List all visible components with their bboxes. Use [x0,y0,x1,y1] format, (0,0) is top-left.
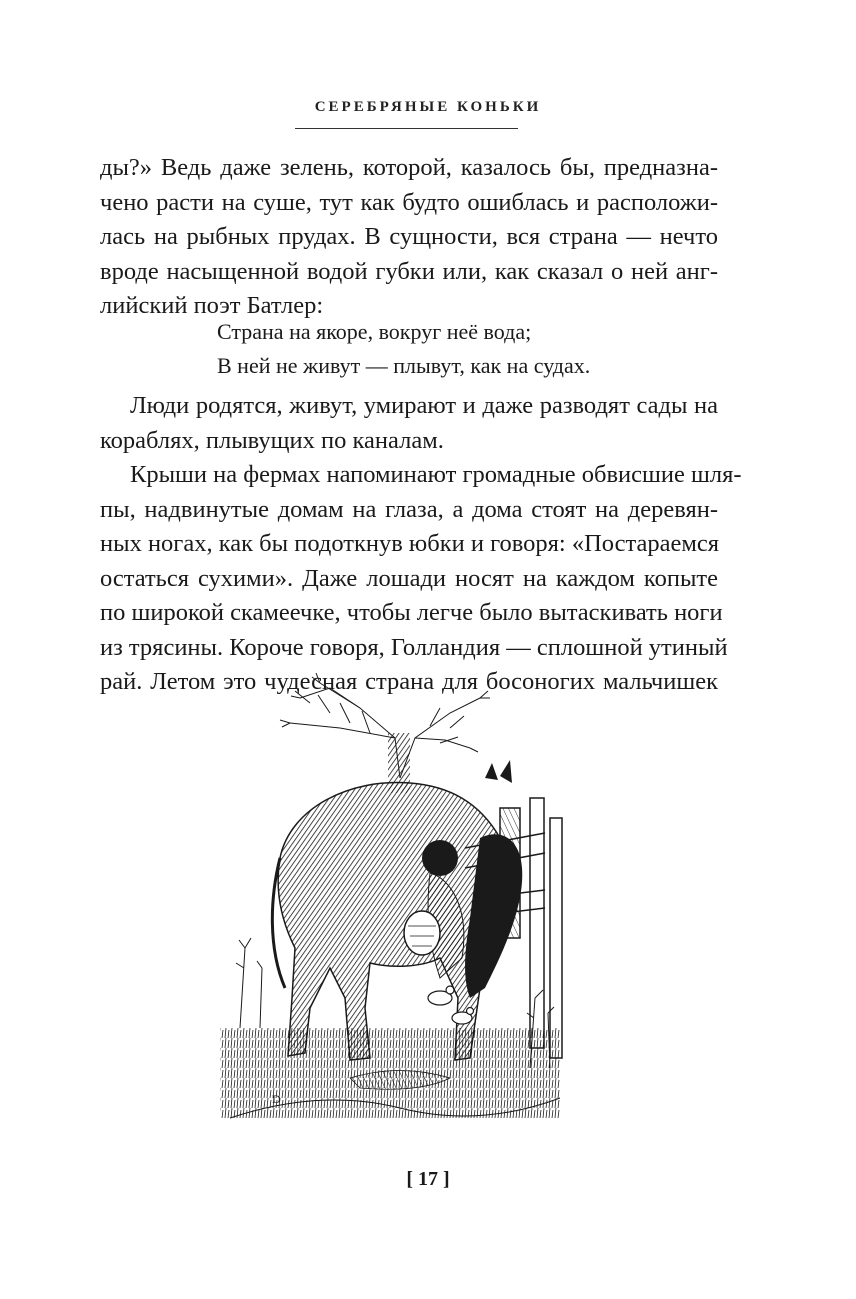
text-line: Крыши на фермах напоминают громадные обвисшие шля- [130,461,742,488]
text-line: рай. Летом это чудесная страна для босоногих мальчишек [100,668,718,695]
running-head: СЕРЕБРЯНЫЕ КОНЬКИ [314,99,542,115]
text-line: по широкой скамеечке, чтобы легче было вытаскивать ноги [100,599,723,626]
poem-quote [217,315,590,383]
poem-line: Страна на якоре, вокруг неё вода; [217,319,532,344]
poem-line: В ней не живут — плывут, как на судах. [217,353,591,378]
text-line: лась на рыбных прудах. В сущности, вся страна — нечто [100,223,718,250]
text-line: кораблях, плывущих по каналам. [100,426,444,454]
paragraph-1 [100,151,718,324]
text-line: чено расти на суше, тут как будто ошиблась и расположи- [100,188,718,216]
page-number: [ 17 ] [406,1168,450,1190]
paragraph-2-3 [100,389,742,700]
text-line: лийский поэт Батлер: [100,292,324,319]
text-line: остаться сухими». Даже лошади носят на каждом копыте [100,564,718,592]
text-line: вроде насыщенной водой губки или, как сказал о ней анг- [100,257,718,285]
artist-signature: D [272,1092,281,1106]
bucket [404,911,440,955]
text-line: пы, надвинутые домам на глаза, а дома стоят на деревян- [100,495,718,523]
text-line: из трясины. Короче говоря, Голландия — сплошной утиный [100,633,728,661]
running-head-rule [295,128,518,129]
horse-engraving-illustration [200,668,580,1148]
text-line: ды?» Ведь даже зелень, которой, казалось бы, предназна- [100,154,718,181]
text-line: Люди родятся, живут, умирают и даже разводят сады на [130,392,718,419]
text-line: ных ногах, как бы подоткнув юбки и говоря: «Постараемся [100,530,720,557]
tree-branches [280,673,490,778]
horse-ears [485,760,512,783]
